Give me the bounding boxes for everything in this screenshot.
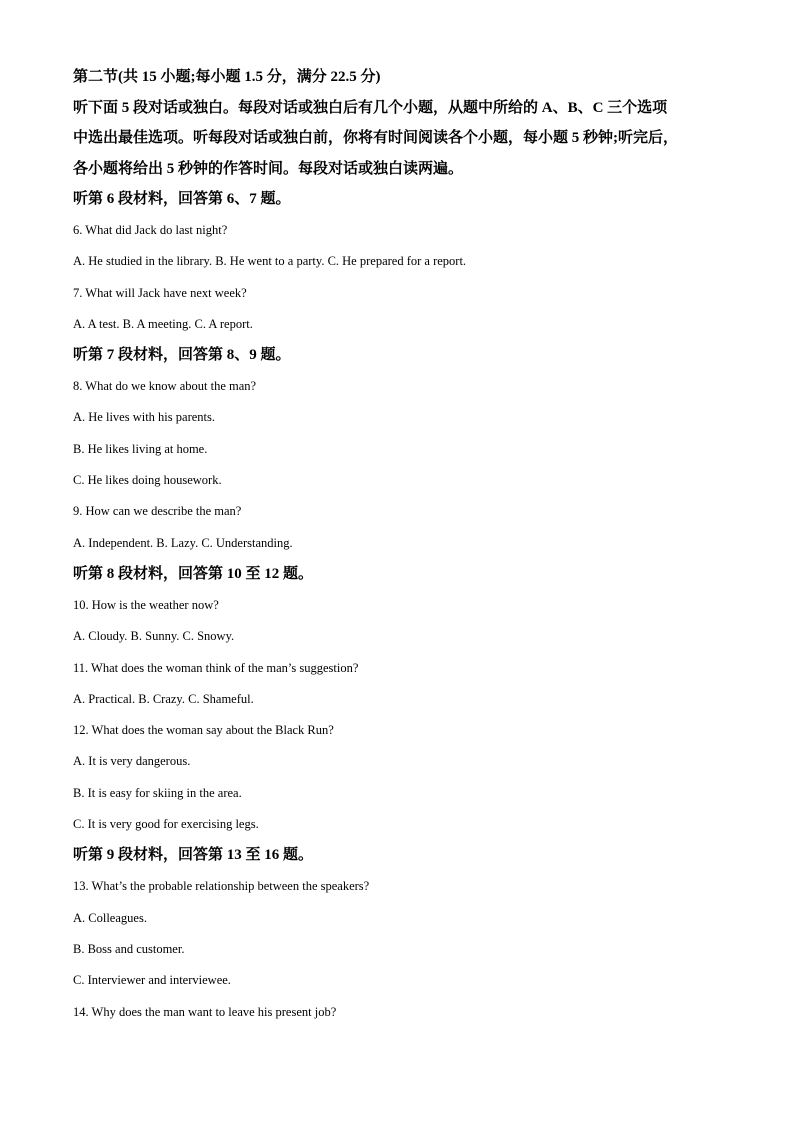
question-line: 13. What’s the probable relationship between the speakers? [73,879,370,894]
options-line: A. Cloudy. B. Sunny. C. Snowy. [73,629,235,644]
option-line: A. Colleagues. [73,910,147,925]
question-line: 10. How is the weather now? [73,597,219,612]
group-heading: 听第 9 段材料，回答第 13 至 16 题。 [73,847,314,864]
group-heading: 听第 7 段材料，回答第 8、9 题。 [73,347,291,364]
option-line: B. Boss and customer. [73,941,185,956]
group-heading: 听第 6 段材料，回答第 6、7 题。 [73,191,291,207]
question-line: 14. Why does the man want to leave his present job? [73,1004,337,1019]
option-line: A. It is very dangerous. [73,754,191,769]
question-line: 9. How can we describe the man? [73,504,242,519]
option-line: C. It is very good for exercising legs. [73,817,259,832]
options-line: A. Practical. B. Crazy. C. Shameful. [73,691,254,706]
question-line: 7. What will Jack have next week? [73,285,247,300]
section-title: 第二节(共 15 小题;每小题 1.5 分，满分 22.5 分) [73,69,381,85]
options-line: A. He studied in the library. B. He went to a party. C. He prepared for a report. [73,254,467,269]
question-line: 6. What did Jack do last night? [73,223,228,237]
document-page [73,62,723,1028]
option-line: B. It is easy for skiing in the area. [73,785,242,800]
option-line: A. He lives with his parents. [73,410,215,425]
group-heading: 听第 8 段材料，回答第 10 至 12 题。 [73,565,314,582]
question-line: 12. What does the woman say about the Black Run? [73,723,334,738]
options-line: A. A test. B. A meeting. C. A report. [73,316,253,331]
instructions-line: 听下面 5 段对话或独白。每段对话或独白后有几个小题，从题中所给的 A、B、C 三个选项 [73,99,668,116]
options-line: A. Independent. B. Lazy. C. Understanding. [73,535,293,550]
option-line: B. He likes living at home. [73,441,208,456]
question-line: 8. What do we know about the man? [73,379,257,394]
question-line: 11. What does the woman think of the man’s suggestion? [73,660,359,675]
option-line: C. Interviewer and interviewee. [73,973,231,988]
instructions-line: 中选出最佳选项。听每段对话或独白前，你将有时间阅读各个小题，每小题 5 秒钟;听完后， [73,130,678,146]
instructions-line: 各小题将给出 5 秒钟的作答时间。每段对话或独白读两遍。 [73,160,464,177]
option-line: C. He likes doing housework. [73,473,222,488]
